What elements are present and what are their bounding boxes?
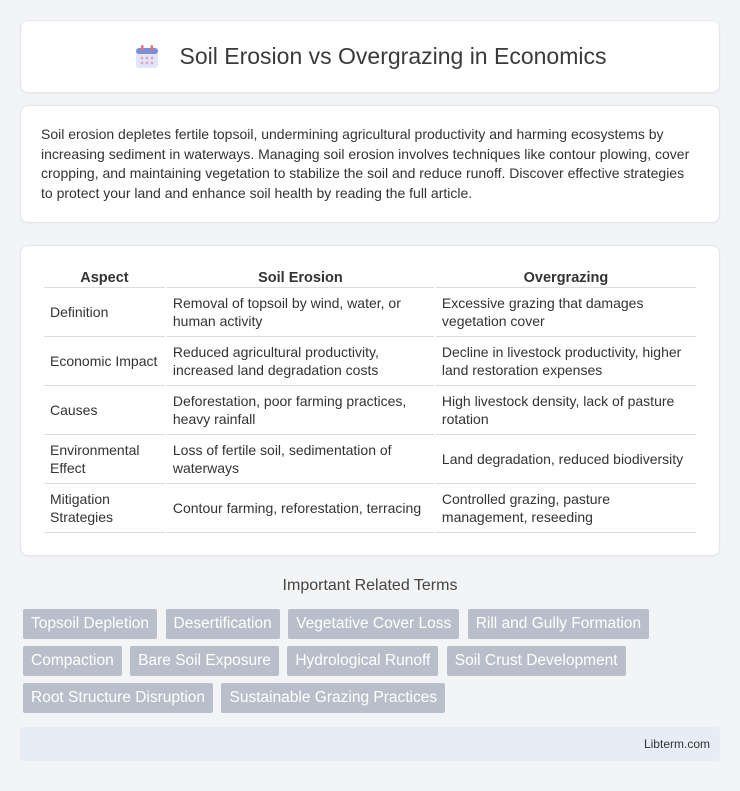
comparison-table xyxy=(42,266,698,533)
tag-soil-crust-development[interactable]: Soil Crust Development xyxy=(447,646,626,676)
table-row xyxy=(44,386,696,435)
table-row xyxy=(44,288,696,337)
table-cell: Economic Impact xyxy=(44,337,165,386)
table-cell: Contour farming, reforestation, terracing xyxy=(167,484,434,533)
related-terms-tags xyxy=(23,609,723,720)
related-terms-title: Important Related Terms xyxy=(282,577,458,594)
intro-text: Soil erosion depletes fertile topsoil, undermining agricultural productivity and harming ecosystems by increasing sediment in waterways. Managing soil erosion involves techniques like contour plowing, cover cropping, and maintaining vegetation to stabilize the soil and reduce runoff. Discover effective strategies to protect your land and enhance soil health by reading the full article. xyxy=(41,126,690,201)
tag-vegetative-cover-loss[interactable]: Vegetative Cover Loss xyxy=(288,609,459,639)
header-card xyxy=(20,20,720,93)
footer-site-link[interactable]: Libterm.com xyxy=(643,737,710,751)
tag-hydrological-runoff[interactable]: Hydrological Runoff xyxy=(287,646,438,676)
tag-bare-soil-exposure[interactable]: Bare Soil Exposure xyxy=(130,646,279,676)
table-cell: Causes xyxy=(44,386,165,435)
header-soil-erosion: Soil Erosion xyxy=(167,266,434,288)
footer xyxy=(20,727,720,761)
tag-rill-gully-formation[interactable]: Rill and Gully Formation xyxy=(468,609,649,639)
calendar-icon xyxy=(134,44,160,70)
table-cell: High livestock density, lack of pasture rotation xyxy=(436,386,696,435)
table-cell: Removal of topsoil by wind, water, or human activity xyxy=(167,288,434,337)
page-title: Soil Erosion vs Overgrazing in Economics xyxy=(179,43,607,69)
table-row xyxy=(44,435,696,484)
table-row xyxy=(44,337,696,386)
table-cell: Loss of fertile soil, sedimentation of waterways xyxy=(167,435,434,484)
table-row xyxy=(44,484,696,533)
table-cell: Mitigation Strategies xyxy=(44,484,165,533)
tag-desertification[interactable]: Desertification xyxy=(166,609,280,639)
table-cell: Excessive grazing that damages vegetation cover xyxy=(436,288,696,337)
table-header-row xyxy=(44,266,696,288)
header-overgrazing: Overgrazing xyxy=(436,266,696,288)
table-cell: Reduced agricultural productivity, increased land degradation costs xyxy=(167,337,434,386)
table-cell: Land degradation, reduced biodiversity xyxy=(436,435,696,484)
intro-card xyxy=(20,105,720,223)
table-cell: Deforestation, poor farming practices, heavy rainfall xyxy=(167,386,434,435)
table-cell: Decline in livestock productivity, higher land restoration expenses xyxy=(436,337,696,386)
table-cell: Definition xyxy=(44,288,165,337)
comparison-table-card xyxy=(20,245,720,556)
tag-compaction[interactable]: Compaction xyxy=(23,646,122,676)
tag-topsoil-depletion[interactable]: Topsoil Depletion xyxy=(23,609,157,639)
header-aspect: Aspect xyxy=(44,266,165,288)
tag-root-structure-disruption[interactable]: Root Structure Disruption xyxy=(23,683,213,713)
table-cell: Controlled grazing, pasture management, reseeding xyxy=(436,484,696,533)
tag-sustainable-grazing-practices[interactable]: Sustainable Grazing Practices xyxy=(221,683,445,713)
table-cell: Environmental Effect xyxy=(44,435,165,484)
